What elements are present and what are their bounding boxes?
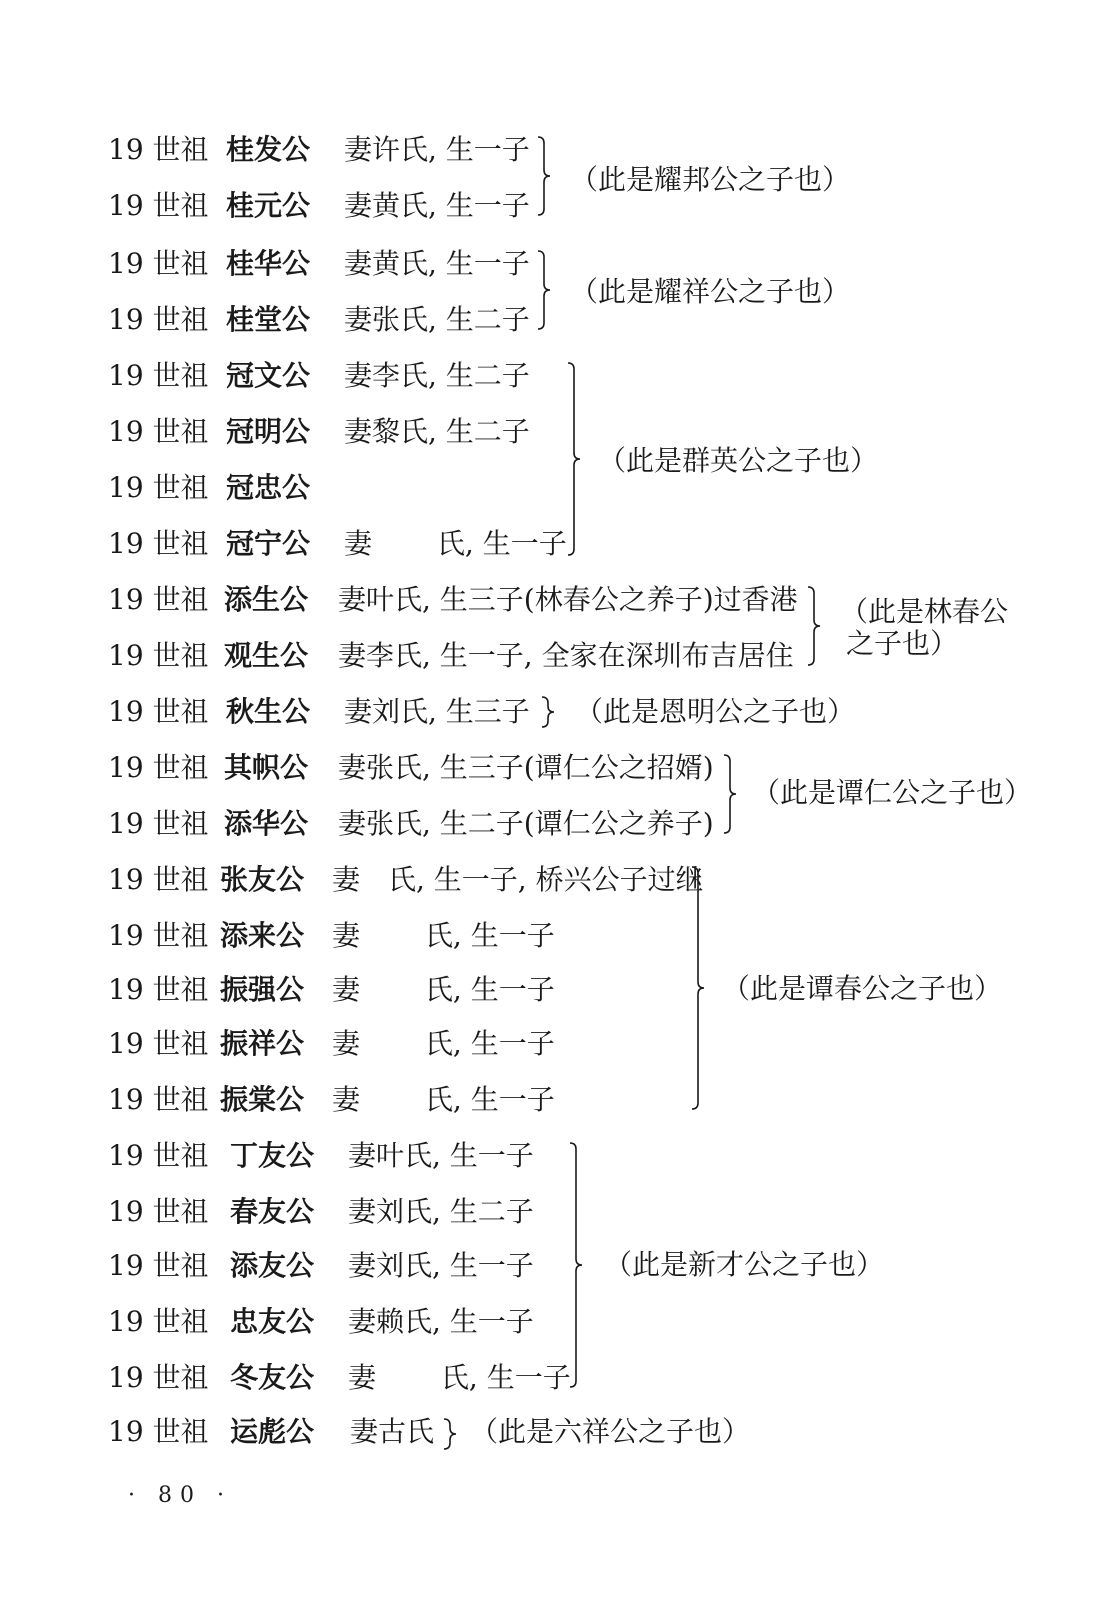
- entry-row: [0, 1184, 1120, 1240]
- wife-info: 妻刘氏, 生一子: [348, 1249, 534, 1282]
- entry-row: [0, 684, 1120, 740]
- generation-label: 19 世祖: [108, 1249, 209, 1282]
- ancestor-name: 春友公: [230, 1195, 315, 1228]
- wife-info: 妻李氏, 生二子: [344, 359, 530, 392]
- wife-info: 妻 氏, 生一子, 桥兴公子过继: [332, 863, 704, 896]
- ancestor-name: 添友公: [230, 1249, 315, 1282]
- entry-row: [0, 852, 1120, 908]
- ancestor-name: 冠文公: [226, 359, 311, 392]
- ancestor-name: 张友公: [220, 863, 305, 896]
- ancestor-name: 观生公: [224, 639, 309, 672]
- ancestor-name: 桂发公: [226, 133, 311, 166]
- generation-label: 19 世祖: [108, 973, 209, 1006]
- ancestor-name: 桂元公: [226, 189, 311, 222]
- wife-info: 妻张氏, 生三子(谭仁公之招婿): [338, 751, 714, 784]
- generation-label: 19 世祖: [108, 189, 209, 222]
- entry-row: [0, 1294, 1120, 1350]
- generation-label: 19 世祖: [108, 1139, 209, 1172]
- right-brace: [566, 362, 586, 556]
- ancestor-name: 冠明公: [226, 415, 311, 448]
- right-brace: [806, 586, 826, 666]
- generation-label: 19 世祖: [108, 247, 209, 280]
- wife-info: 妻 氏, 生一子: [348, 1361, 571, 1394]
- generation-label: 19 世祖: [108, 359, 209, 392]
- wife-info: 妻许氏, 生一子: [344, 133, 530, 166]
- ancestor-name: 丁友公: [230, 1139, 315, 1172]
- wife-info: 妻张氏, 生二子: [344, 303, 530, 336]
- page-number: · 80 ·: [128, 1483, 232, 1508]
- generation-label: 19 世祖: [108, 807, 209, 840]
- ancestor-name: 其帜公: [224, 751, 309, 784]
- wife-info: 妻叶氏, 生三子(林春公之养子)过香港: [338, 583, 798, 616]
- entry-row: [0, 460, 1120, 516]
- right-brace: [722, 754, 742, 834]
- generation-label: 19 世祖: [108, 1361, 209, 1394]
- entry-row: [0, 516, 1120, 572]
- ancestor-name: 桂堂公: [226, 303, 311, 336]
- right-brace: [536, 136, 556, 216]
- generation-label: 19 世祖: [108, 863, 209, 896]
- note-enming: （此是恩明公之子也）: [575, 695, 856, 728]
- note-linchun-line1: （此是林春公: [840, 595, 1009, 628]
- right-brace: [442, 1418, 462, 1450]
- wife-info: 妻古氏: [350, 1415, 435, 1448]
- wife-info: 妻 氏, 生一子: [332, 1027, 555, 1060]
- ancestor-name: 冠忠公: [226, 471, 311, 504]
- entry-row: [0, 1016, 1120, 1072]
- entry-row: [0, 1350, 1120, 1406]
- generation-label: 19 世祖: [108, 695, 209, 728]
- ancestor-name: 添生公: [224, 583, 309, 616]
- note-xincai: （此是新才公之子也）: [604, 1248, 885, 1281]
- ancestor-name: 忠友公: [230, 1305, 315, 1338]
- entry-row: [0, 1128, 1120, 1184]
- entry-row: [0, 908, 1120, 964]
- wife-info: 妻刘氏, 生三子: [344, 695, 530, 728]
- wife-info: 妻李氏, 生一子, 全家在深圳布吉居住: [338, 639, 794, 672]
- note-yaobang: （此是耀邦公之子也）: [570, 163, 851, 196]
- note-liuxiang: （此是六祥公之子也）: [470, 1415, 751, 1448]
- generation-label: 19 世祖: [108, 583, 209, 616]
- wife-info: 妻叶氏, 生一子: [348, 1139, 534, 1172]
- entry-row: [0, 1072, 1120, 1128]
- generation-label: 19 世祖: [108, 1027, 209, 1060]
- generation-label: 19 世祖: [108, 471, 209, 504]
- right-brace: [536, 250, 556, 330]
- generation-label: 19 世祖: [108, 1305, 209, 1338]
- wife-info: 妻张氏, 生二子(谭仁公之养子): [338, 807, 714, 840]
- generation-label: 19 世祖: [108, 639, 209, 672]
- ancestor-name: 冬友公: [230, 1361, 315, 1394]
- generation-label: 19 世祖: [108, 1415, 209, 1448]
- wife-info: 妻 氏, 生一子: [332, 919, 555, 952]
- note-yaoxiang: （此是耀祥公之子也）: [570, 275, 851, 308]
- ancestor-name: 桂华公: [226, 247, 311, 280]
- wife-info: 妻刘氏, 生二子: [348, 1195, 534, 1228]
- entry-row: [0, 348, 1120, 404]
- generation-label: 19 世祖: [108, 1195, 209, 1228]
- generation-label: 19 世祖: [108, 303, 209, 336]
- wife-info: 妻黄氏, 生一子: [344, 189, 530, 222]
- entry-row: [0, 404, 1120, 460]
- note-tanren: （此是谭仁公之子也）: [752, 776, 1033, 809]
- entry-row: [0, 292, 1120, 348]
- ancestor-name: 振祥公: [220, 1027, 305, 1060]
- ancestor-name: 运彪公: [230, 1415, 315, 1448]
- ancestor-name: 添来公: [220, 919, 305, 952]
- wife-info: 妻 氏, 生一子: [332, 1083, 555, 1116]
- ancestor-name: 振强公: [220, 973, 305, 1006]
- generation-label: 19 世祖: [108, 751, 209, 784]
- ancestor-name: 冠宁公: [226, 527, 311, 560]
- right-brace: [568, 1142, 588, 1388]
- wife-info: 妻黄氏, 生一子: [344, 247, 530, 280]
- ancestor-name: 振棠公: [220, 1083, 305, 1116]
- wife-info: 妻黎氏, 生二子: [344, 415, 530, 448]
- wife-info: 妻赖氏, 生一子: [348, 1305, 534, 1338]
- right-brace: [540, 696, 560, 728]
- entry-row: [0, 122, 1120, 178]
- ancestor-name: 添华公: [224, 807, 309, 840]
- ancestor-name: 秋生公: [226, 695, 311, 728]
- right-brace: [690, 866, 710, 1110]
- note-qunying: （此是群英公之子也）: [598, 444, 879, 477]
- note-tanchun: （此是谭春公之子也）: [722, 972, 1003, 1005]
- generation-label: 19 世祖: [108, 527, 209, 560]
- generation-label: 19 世祖: [108, 1083, 209, 1116]
- entry-row: [0, 1238, 1120, 1294]
- wife-info: 妻 氏, 生一子: [344, 527, 567, 560]
- generation-label: 19 世祖: [108, 919, 209, 952]
- wife-info: 妻 氏, 生一子: [332, 973, 555, 1006]
- generation-label: 19 世祖: [108, 415, 209, 448]
- entry-row: [0, 178, 1120, 234]
- note-linchun-line2: 之子也）: [846, 627, 959, 660]
- entry-row: [0, 236, 1120, 292]
- generation-label: 19 世祖: [108, 133, 209, 166]
